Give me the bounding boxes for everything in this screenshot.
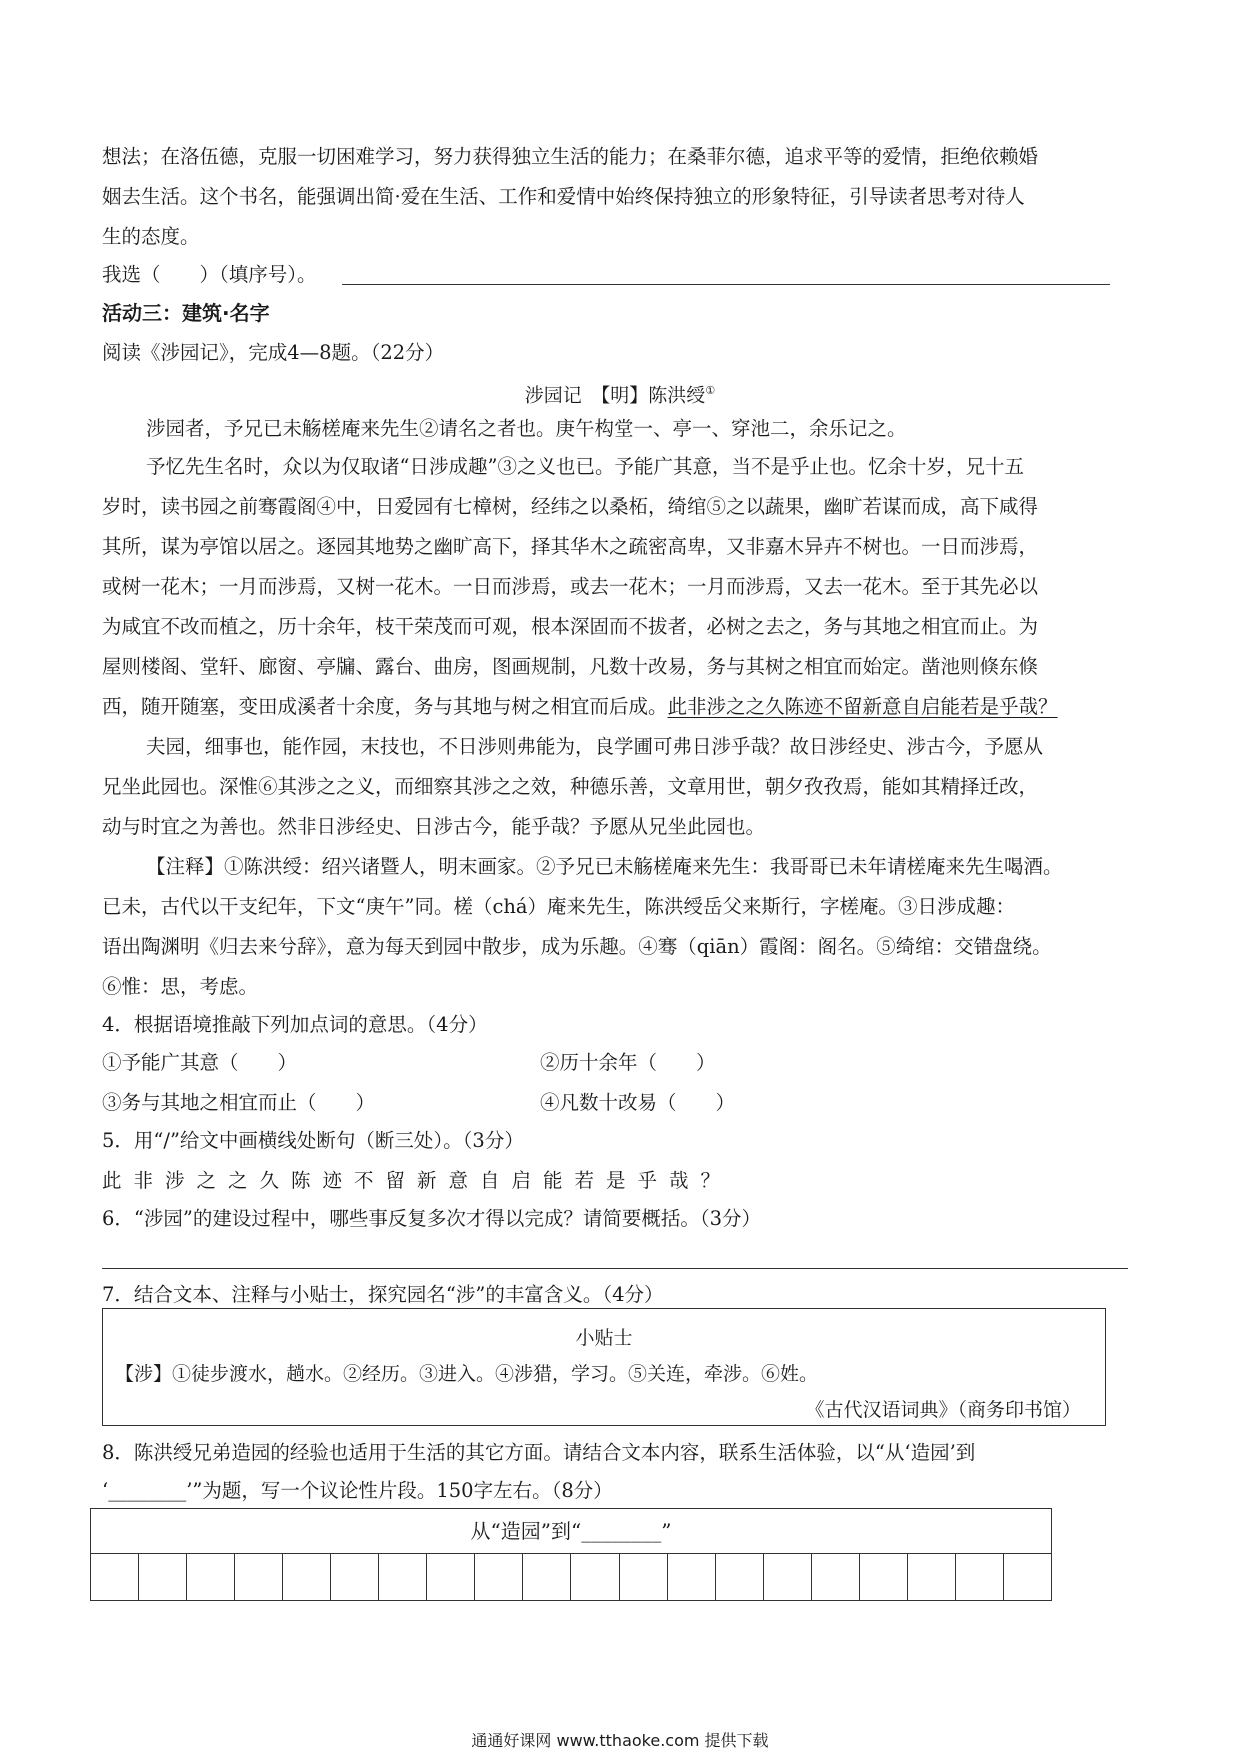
- footer-download-text: 通通好课网 www.tthaoke.com 提供下载: [471, 1731, 769, 1750]
- q4-option-d[interactable]: ④凡数十改易（ ）: [540, 1091, 736, 1114]
- q4-stem: 4．根据语境推敲下列加点词的意思。（4分）: [102, 1013, 488, 1036]
- grid-cell[interactable]: [283, 1554, 331, 1600]
- grid-cell[interactable]: [716, 1554, 764, 1600]
- grid-cell[interactable]: [908, 1554, 956, 1600]
- passage-p1: 涉园者，予兄已未觞槎庵来先生②请名之者也。庚午构堂一、亭一、穿池二，余乐记之。: [146, 417, 907, 440]
- activity-instruction: 阅读《涉园记》，完成4—8题。（22分）: [102, 341, 445, 364]
- grid-cell[interactable]: [764, 1554, 812, 1600]
- choice-prompt: 我选（ ）（填序号）。: [102, 263, 317, 286]
- choice-answer-line[interactable]: [342, 284, 1110, 285]
- passage-p3-l2: 兄坐此园也。深惟⑥其涉之之义，而细察其涉之之效，种德乐善，文章用世，朝夕孜孜焉，能如其精择迁改，: [102, 775, 1039, 798]
- tip-box: [102, 1308, 1106, 1426]
- passage-p2-l3: 其所，谋为亭馆以居之。逐园其地势之幽旷高下，择其华木之疏密高卑，又非嘉木异卉不树也。一日而涉焉，: [102, 535, 1039, 558]
- notes-line-2: 已未，古代以干支纪年，下文“庚午”同。槎（chá）庵来先生，陈洪绶岳父来斯行，字槎庵。③日涉成趣：: [102, 895, 1016, 918]
- q5-stem: 5．用“/”给文中画横线处断句（断三处）。（3分）: [102, 1129, 524, 1152]
- passage-p2-l1: 予忆先生名时，众以为仅取诸“日涉成趣”③之义也已。予能广其意，当不是乎止也。忆余十岁，兄十五: [146, 455, 1024, 478]
- intro-line-3: 生的态度。: [102, 225, 200, 248]
- grid-cell[interactable]: [139, 1554, 187, 1600]
- q6-answer-line[interactable]: [102, 1268, 1128, 1269]
- q5-sentence[interactable]: 此非涉之之久陈迹不留新意自启能若是乎哉？: [102, 1169, 733, 1192]
- grid-cell[interactable]: [812, 1554, 860, 1600]
- notes-line-4: ⑥惟：思，考虑。: [102, 975, 259, 998]
- writing-grid[interactable]: [90, 1553, 1052, 1601]
- passage-title-text: 涉园记 【明】陈洪绶: [524, 384, 706, 407]
- grid-cell[interactable]: [523, 1554, 571, 1600]
- grid-cell[interactable]: [187, 1554, 235, 1600]
- activity-heading: 活动三：建筑·名字: [102, 301, 270, 325]
- grid-cell[interactable]: [620, 1554, 668, 1600]
- notes-line-3: 语出陶渊明《归去来兮辞》，意为每天到园中散步，成为乐趣。④骞（qiān）霞阁：阁名。⑤绮绾：交错盘绕。: [102, 935, 1052, 958]
- intro-line-1: 想法；在洛伍德，克服一切困难学习，努力获得独立生活的能力；在桑菲尔德，追求平等的爱情，拒绝依赖婚: [102, 145, 1039, 168]
- grid-cell[interactable]: [475, 1554, 523, 1600]
- q4-option-b[interactable]: ②历十余年（ ）: [540, 1051, 716, 1074]
- underlined-sentence: 此非涉之之久陈迹不留新意自启能若是乎哉？: [667, 695, 1058, 718]
- q4-option-a[interactable]: ①予能广其意（ ）: [102, 1051, 298, 1074]
- grid-cell[interactable]: [860, 1554, 908, 1600]
- q7-stem: 7．结合文本、注释与小贴士，探究园名“涉”的丰富含义。（4分）: [102, 1283, 664, 1306]
- passage-title: [0, 378, 1240, 408]
- intro-line-2: 姻去生活。这个书名，能强调出简·爱在生活、工作和爱情中始终保持独立的形象特征，引导读者思考对待人: [102, 185, 1025, 208]
- passage-p2-l7-text: 西，随开随塞，变田成溪者十余度，务与其地与树之相宜而后成。: [102, 695, 668, 718]
- notes-line-1: 【注释】①陈洪绶：绍兴诸暨人，明末画家。②予兄已未觞槎庵来先生：我哥哥已未年请槎庵来先生喝酒。: [146, 855, 1063, 878]
- grid-cell[interactable]: [331, 1554, 379, 1600]
- grid-cell[interactable]: [379, 1554, 427, 1600]
- passage-p2-l7: [102, 694, 1058, 720]
- grid-cell[interactable]: [1004, 1554, 1052, 1600]
- q6-stem: 6．“涉园”的建设过程中，哪些事反复多次才得以完成？请简要概括。（3分）: [102, 1207, 762, 1230]
- passage-p2-l2: 岁时，读书园之前骞霞阁④中，日爱园有七樟树，经纬之以桑柘，绮绾⑤之以蔬果，幽旷若谋而成，高下咸得: [102, 495, 1039, 518]
- writing-title-box[interactable]: 从“造园”到“________”: [90, 1508, 1052, 1554]
- q8-stem-line-2: ‘________’”为题，写一个议论性片段。150字左右。（8分）: [102, 1479, 613, 1502]
- grid-cell[interactable]: [235, 1554, 283, 1600]
- passage-p3-l1: 夫园，细事也，能作园，末技也，不日涉则弗能为，良学圃可弗日涉乎哉？故日涉经史、涉古今，予愿从: [146, 735, 1044, 758]
- passage-p3-l3: 动与时宜之为善也。然非日涉经史、日涉古今，能乎哉？予愿从兄坐此园也。: [102, 815, 766, 838]
- passage-p2-l6: 屋则楼阁、堂轩、廊窗、亭牖、露台、曲房，图画规制，凡数十改易，务与其树之相宜而始定。凿池则倏东倏: [102, 655, 1039, 678]
- grid-cell[interactable]: [91, 1554, 139, 1600]
- grid-cell[interactable]: [668, 1554, 716, 1600]
- tip-source: 《古代汉语词典》（商务印书馆）: [805, 1399, 1081, 1421]
- passage-p2-l5: 为咸宜不改而植之，历十余年，枝干荣茂而可观，根本深固而不拔者，必树之去之，务与其地之相宜而止。为: [102, 615, 1039, 638]
- grid-cell[interactable]: [956, 1554, 1004, 1600]
- tip-body: 【涉】①徒步渡水，趟水。②经历。③进入。④涉猎，学习。⑤关连，牵涉。⑥姓。: [115, 1363, 819, 1385]
- tip-title: 小贴士: [575, 1327, 633, 1349]
- passage-title-note: ①: [705, 384, 716, 397]
- grid-cell[interactable]: [571, 1554, 619, 1600]
- grid-cell[interactable]: [427, 1554, 475, 1600]
- q4-option-c[interactable]: ③务与其地之相宜而止（ ）: [102, 1091, 376, 1114]
- passage-p2-l4: 或树一花木；一月而涉焉，又树一花木。一日而涉焉，或去一花木；一月而涉焉，又去一花木。至于其先必以: [102, 575, 1039, 598]
- q8-stem-line-1: 8．陈洪绶兄弟造园的经验也适用于生活的其它方面。请结合文本内容，联系生活体验，以“从‘造园’到: [102, 1441, 976, 1464]
